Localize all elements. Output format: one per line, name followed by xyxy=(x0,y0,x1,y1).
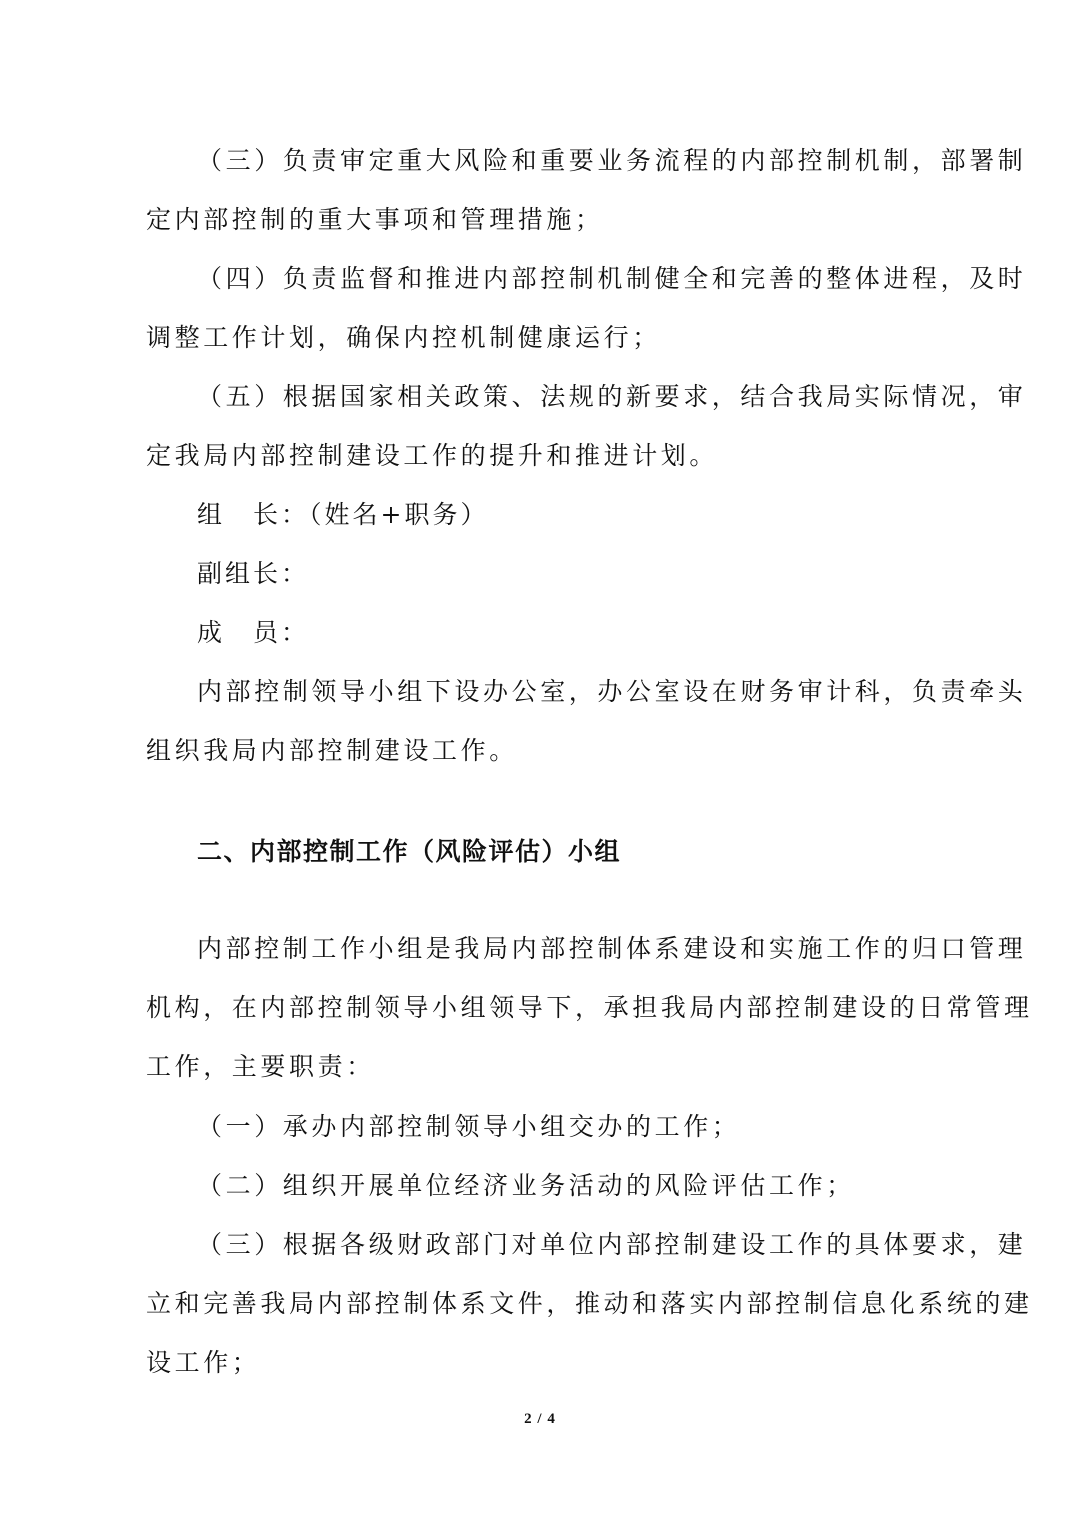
paragraph-item-4-line-1: （四）负责监督和推进内部控制机制健全和完善的整体进程，及时 xyxy=(197,264,1027,293)
roster-leader: 组 长：（姓名+职务） xyxy=(197,500,489,529)
paragraph-item-4-line-2: 调整工作计划，确保内控机制健康运行； xyxy=(146,323,661,352)
paragraph-intro-line-1: 内部控制工作小组是我局内部控制体系建设和实施工作的归口管理 xyxy=(197,934,1027,963)
paragraph-s2-item-1: （一）承办内部控制领导小组交办的工作； xyxy=(197,1112,741,1141)
section-heading: 二、内部控制工作（风险评估）小组 xyxy=(197,837,622,866)
paragraph-intro-line-3: 工作，主要职责： xyxy=(146,1052,375,1081)
roster-deputy: 副组长： xyxy=(197,559,310,588)
paragraph-item-5-line-2: 定我局内部控制建设工作的提升和推进计划。 xyxy=(146,441,719,470)
roster-members: 成 员： xyxy=(197,618,310,647)
paragraph-item-5-line-1: （五）根据国家相关政策、法规的新要求，结合我局实际情况，审 xyxy=(197,382,1027,411)
paragraph-office-line-2: 组织我局内部控制建设工作。 xyxy=(146,736,518,765)
paragraph-item-3-line-1: （三）负责审定重大风险和重要业务流程的内部控制机制，部署制 xyxy=(197,146,1027,175)
paragraph-s2-item-3-line-1: （三）根据各级财政部门对单位内部控制建设工作的具体要求，建 xyxy=(197,1230,1027,1259)
paragraph-s2-item-3-line-3: 设工作； xyxy=(146,1348,261,1377)
page-number: 2 / 4 xyxy=(524,1411,556,1427)
paragraph-item-3-line-2: 定内部控制的重大事项和管理措施； xyxy=(146,205,604,234)
paragraph-office-line-1: 内部控制领导小组下设办公室，办公室设在财务审计科，负责牵头 xyxy=(197,677,1027,706)
paragraph-intro-line-2: 机构，在内部控制领导小组领导下，承担我局内部控制建设的日常管理 xyxy=(146,993,1033,1022)
paragraph-s2-item-2: （二）组织开展单位经济业务活动的风险评估工作； xyxy=(197,1171,855,1200)
paragraph-s2-item-3-line-2: 立和完善我局内部控制体系文件，推动和落实内部控制信息化系统的建 xyxy=(146,1289,1033,1318)
